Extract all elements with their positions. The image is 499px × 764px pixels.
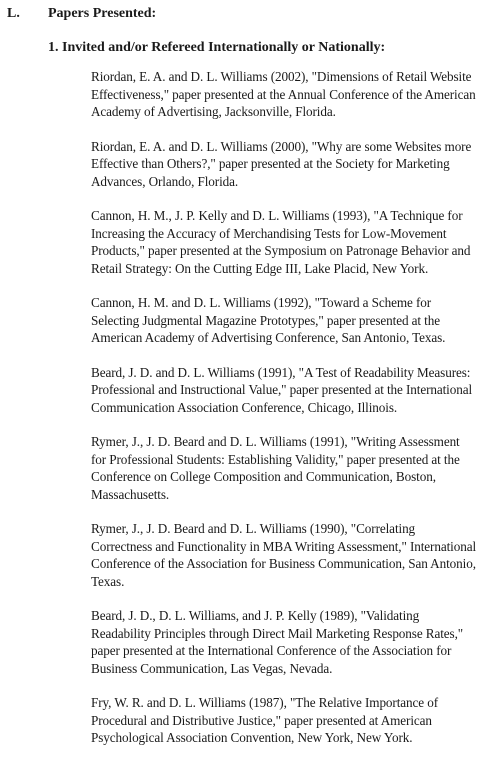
citation-line: Effective than Others?," paper presented at the Society for Marketing (91, 156, 450, 171)
citation-line: Fry, W. R. and D. L. Williams (1987), "The Relative Importance of (91, 695, 439, 710)
section-heading (7, 5, 156, 22)
citation-entry (91, 433, 496, 503)
citation-list (91, 68, 496, 764)
citation-line: Riordan, E. A. and D. L. Williams (2002), "Dimensions of Retail Website (91, 69, 472, 84)
citation-line: Increasing the Accuracy of Merchandising Tests for Low-Movement (91, 225, 447, 241)
citation-line: Rymer, J., J. D. Beard and D. L. Williams (1991), "Writing Assessment (91, 434, 460, 449)
citation-entry (91, 294, 496, 347)
citation-line: Beard, J. D., D. L. Williams, and J. P. Kelly (1989), "Validating (91, 608, 420, 623)
citation-line: Business Communication, Las Vegas, Nevada. (91, 660, 333, 676)
subsection-number: 1. (48, 40, 59, 55)
citation-entry (91, 520, 496, 590)
citation-line: Texas. (91, 573, 125, 589)
subsection-title: Invited and/or Refereed Internationally or Nationally: (62, 40, 386, 55)
citation-line: Selecting Judgmental Magazine Prototypes," paper presented at the (91, 312, 440, 328)
citation-line: Readability Principles through Direct Mail Marketing Response Rates," (91, 625, 464, 641)
citation-line: Riordan, E. A. and D. L. Williams (2000), "Why are some Websites more (91, 138, 472, 154)
citation-line: Products," paper presented at the Symposium on Patronage Behavior and (91, 243, 471, 258)
citation-line: Academy of Advertising, Jacksonville, Florida. (91, 104, 336, 119)
citation-line: Professional and Instructional Value," paper presented at the International (91, 382, 473, 397)
citation-line: Retail Strategy: On the Cutting Edge III, Lake Placid, New York. (91, 260, 429, 276)
citation-line: Conference of the Association for Business Communication, San Antonio, (91, 556, 476, 571)
citation-entry (91, 207, 496, 277)
citation-entry (91, 607, 496, 677)
citation-line: Cannon, H. M., J. P. Kelly and D. L. Williams (1993), "A Technique for (91, 208, 463, 223)
citation-entry (91, 364, 496, 417)
citation-line: Communication Association Conference, Chicago, Illinois. (91, 399, 398, 415)
citation-line: Rymer, J., J. D. Beard and D. L. Williams (1990), "Correlating (91, 521, 416, 536)
citation-line: Conference on College Composition and Communication, Boston, (91, 469, 436, 484)
citation-line: Psychological Association Convention, New York, New York. (91, 730, 413, 745)
citation-line: Cannon, H. M. and D. L. Williams (1992), "Toward a Scheme for (91, 295, 432, 310)
citation-entry (91, 694, 496, 747)
citation-entry (91, 68, 496, 121)
citation-line: Beard, J. D. and D. L. Williams (1991), "A Test of Readability Measures: (91, 364, 471, 380)
subsection-heading (48, 39, 385, 56)
section-title: Papers Presented: (48, 6, 157, 21)
citation-line: Massachusetts. (91, 486, 170, 502)
citation-line: paper presented at the International Conference of the Association for (91, 643, 452, 658)
citation-line: Effectiveness," paper presented at the Annual Conference of the American (91, 86, 476, 102)
citation-entry (91, 138, 496, 191)
citation-line: Advances, Orlando, Florida. (91, 173, 239, 189)
citation-line: Correctness and Functionality in MBA Writing Assessment," International (91, 538, 477, 554)
citation-line: for Professional Students: Establishing Validity," paper presented at the (91, 451, 460, 467)
section-letter: L. (7, 6, 20, 21)
citation-line: Procedural and Distributive Justice," paper presented at American (91, 712, 432, 728)
citation-line: American Academy of Advertising Conference, San Antonio, Texas. (91, 330, 446, 345)
